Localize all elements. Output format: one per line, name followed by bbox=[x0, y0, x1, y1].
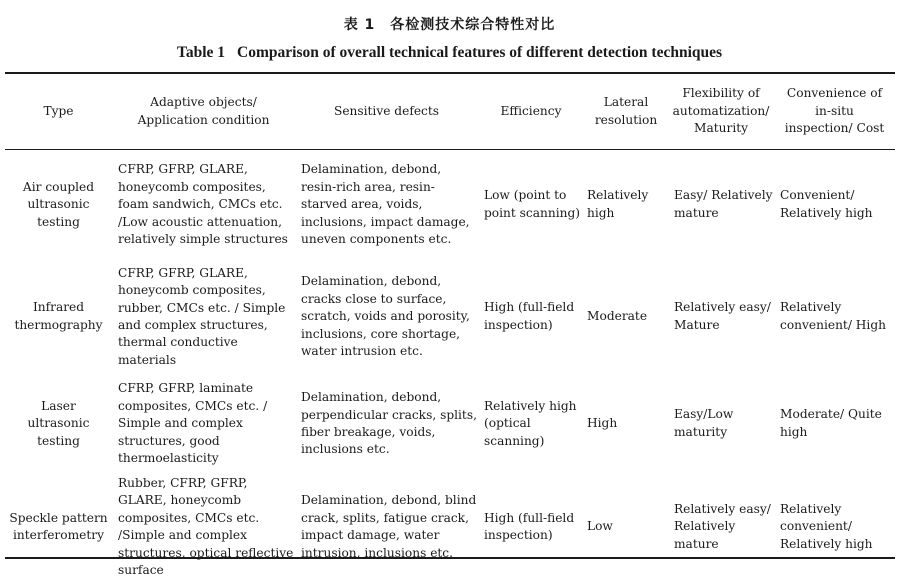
cell-type: Air coupled ultrasonic testing bbox=[22, 179, 95, 229]
table-title: Comparison of overall technical features of different detection techniques bbox=[237, 44, 723, 61]
cell-objects: CFRP, GFRP, GLARE, honeycomb composites, rubber, CMCs etc. / Simple and complex structures, thermal conductive materials bbox=[118, 265, 286, 367]
cell-defects: Delamination, debond, resin-rich area, resin-starved area, voids, inclusions, impact damage, uneven components etc. bbox=[301, 162, 470, 247]
cell-convenience: Relatively convenient/ Relatively high bbox=[780, 501, 873, 552]
header-efficiency: Efficiency bbox=[500, 103, 562, 118]
cell-type: Laser ultrasonic testing bbox=[27, 398, 90, 448]
cell-flexibility: Relatively easy/ Relatively mature bbox=[674, 501, 771, 552]
cell-type: Infrared thermography bbox=[14, 300, 103, 332]
cell-resolution: High bbox=[587, 416, 618, 431]
header-convenience: Convenience of in-situ inspection/ Cost bbox=[784, 86, 885, 136]
cell-flexibility: Easy/Low maturity bbox=[674, 407, 734, 439]
cell-objects: Rubber, CFRP, GFRP, GLARE, honeycomb composites, CMCs etc. /Simple and complex structures, optical reflective surface bbox=[118, 476, 294, 578]
header-flexibility: Flexibility of automatization/ Maturity bbox=[672, 86, 770, 136]
cell-defects: Delamination, debond, perpendicular cracks, splits, fiber breakage, voids, inclusions etc. bbox=[301, 390, 477, 457]
table-caption-chinese: 表 1 各检测技术综合特性对比 bbox=[343, 17, 556, 33]
cell-convenience: Relatively convenient/ High bbox=[780, 300, 886, 332]
cell-type: Speckle pattern interferometry bbox=[9, 510, 108, 543]
header-type: Type bbox=[43, 103, 74, 118]
header-row bbox=[5, 74, 895, 149]
cell-resolution: Relatively high bbox=[587, 188, 649, 220]
header-objects: Adaptive objects/ Application condition bbox=[137, 95, 270, 127]
cell-defects: Delamination, debond, blind crack, splits, fatigue crack, impact damage, water intrusion, inclusions etc. bbox=[301, 493, 477, 560]
table-label: Table 1 bbox=[176, 44, 226, 61]
table-row bbox=[5, 261, 895, 373]
cell-resolution: Moderate bbox=[587, 309, 648, 324]
cell-efficiency: High (full-field inspection) bbox=[484, 300, 575, 332]
cell-convenience: Convenient/ Relatively high bbox=[780, 188, 873, 220]
comparison-table bbox=[5, 74, 895, 579]
cell-flexibility: Relatively easy/ Mature bbox=[674, 300, 771, 332]
cell-convenience: Moderate/ Quite high bbox=[780, 407, 882, 439]
cell-efficiency: Low (point to point scanning) bbox=[484, 188, 581, 220]
header-resolution: Lateral resolution bbox=[594, 95, 658, 127]
cell-resolution: Low bbox=[587, 519, 613, 534]
cell-efficiency: Relatively high (optical scanning) bbox=[484, 398, 577, 448]
table-row bbox=[5, 373, 895, 475]
table-row bbox=[5, 475, 895, 579]
cell-efficiency: High (full-field inspection) bbox=[484, 510, 575, 543]
cell-objects: CFRP, GFRP, laminate composites, CMCs etc. / Simple and complex structures, good thermoelasticity bbox=[118, 381, 268, 466]
table-caption-english bbox=[0, 44, 899, 62]
cell-objects: CFRP, GFRP, GLARE, honeycomb composites, foam sandwich, CMCs etc. /Low acoustic attenuation, relatively simple structures bbox=[118, 162, 288, 247]
header-defects: Sensitive defects bbox=[333, 103, 440, 118]
cell-defects: Delamination, debond, cracks close to surface, scratch, voids and porosity, inclusions, core shortage, water intrusion etc. bbox=[301, 274, 470, 359]
cell-flexibility: Easy/ Relatively mature bbox=[674, 188, 773, 220]
table-row bbox=[5, 149, 895, 261]
